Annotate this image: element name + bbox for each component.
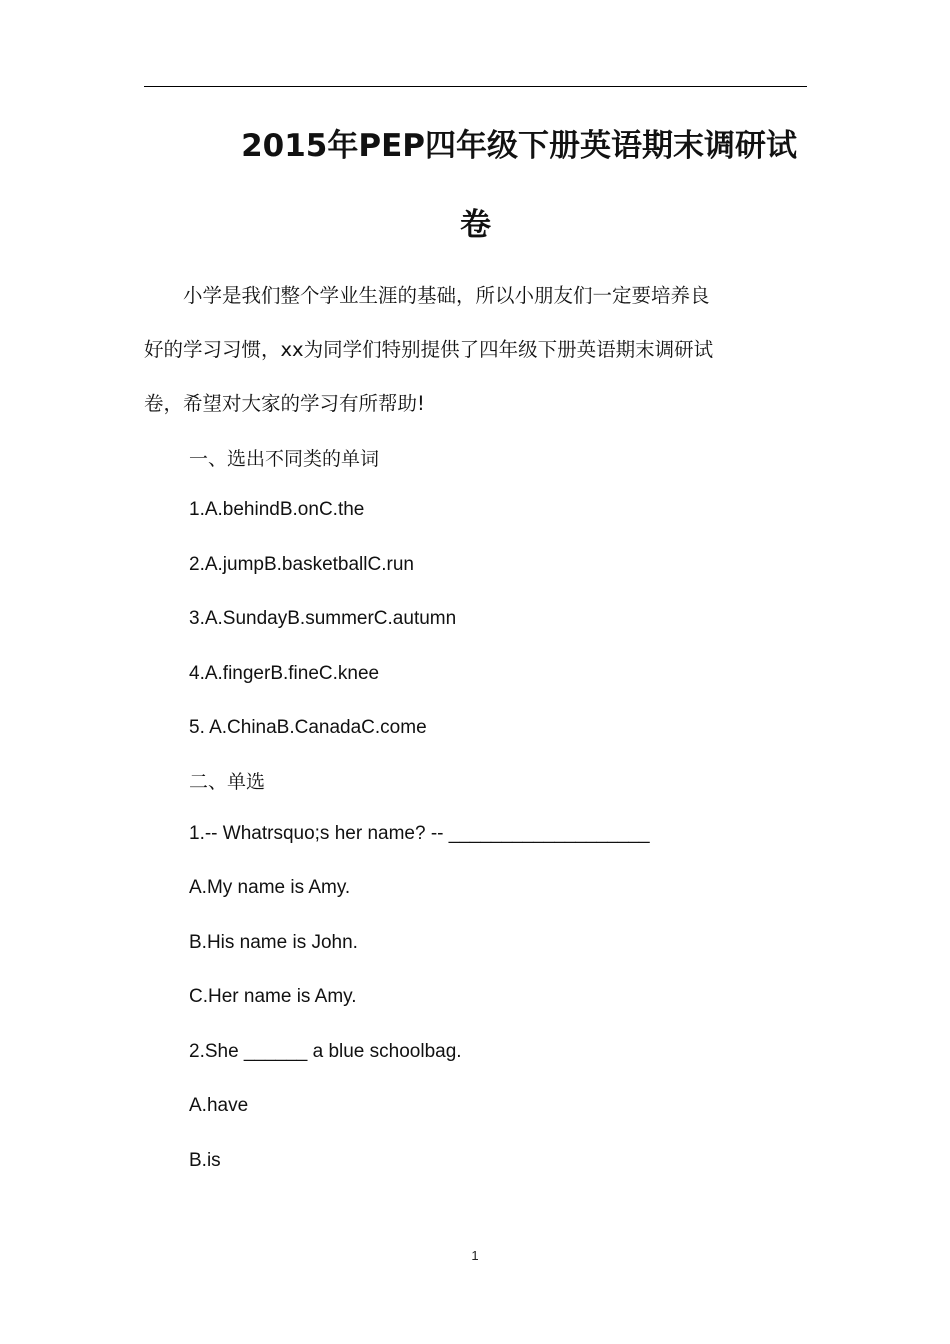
intro-line-2: 好的学习习惯，xx为同学们特别提供了四年级下册英语期末调研试	[144, 338, 714, 361]
page-number: 1	[471, 1248, 479, 1263]
section-1-item: 4.A.fingerB.fineC.knee	[189, 663, 380, 684]
question-1-option-b: B.His name is John.	[189, 932, 358, 953]
section-2-heading: 二、单选	[189, 771, 266, 793]
question-2-option-b: B.is	[189, 1150, 221, 1171]
question-2: 2.She ______ a blue schoolbag.	[189, 1041, 462, 1062]
intro-line-1: 小学是我们整个学业生涯的基础，所以小朋友们一定要培养良	[144, 284, 710, 307]
question-1: 1.-- Whatrsquo;s her name? -- ___________________	[189, 823, 650, 844]
section-1-item: 3.A.SundayB.summerC.autumn	[189, 608, 457, 629]
section-1-item: 5. A.ChinaB.CanadaC.come	[189, 717, 427, 738]
section-1-item: 2.A.jumpB.basketballC.run	[189, 554, 414, 575]
header-rule	[144, 86, 807, 87]
intro-line-3: 卷，希望对大家的学习有所帮助!	[144, 392, 425, 415]
question-1-option-a: A.My name is Amy.	[189, 877, 351, 898]
question-2-option-a: A.have	[189, 1095, 249, 1116]
section-1-heading: 一、选出不同类的单词	[189, 448, 380, 470]
document-title-line-2: 卷	[460, 207, 491, 243]
question-1-option-c: C.Her name is Amy.	[189, 986, 357, 1007]
document-title-line-1: 2015年PEP四年级下册英语期末调研试	[241, 128, 797, 164]
section-1-item: 1.A.behindB.onC.the	[189, 499, 365, 520]
